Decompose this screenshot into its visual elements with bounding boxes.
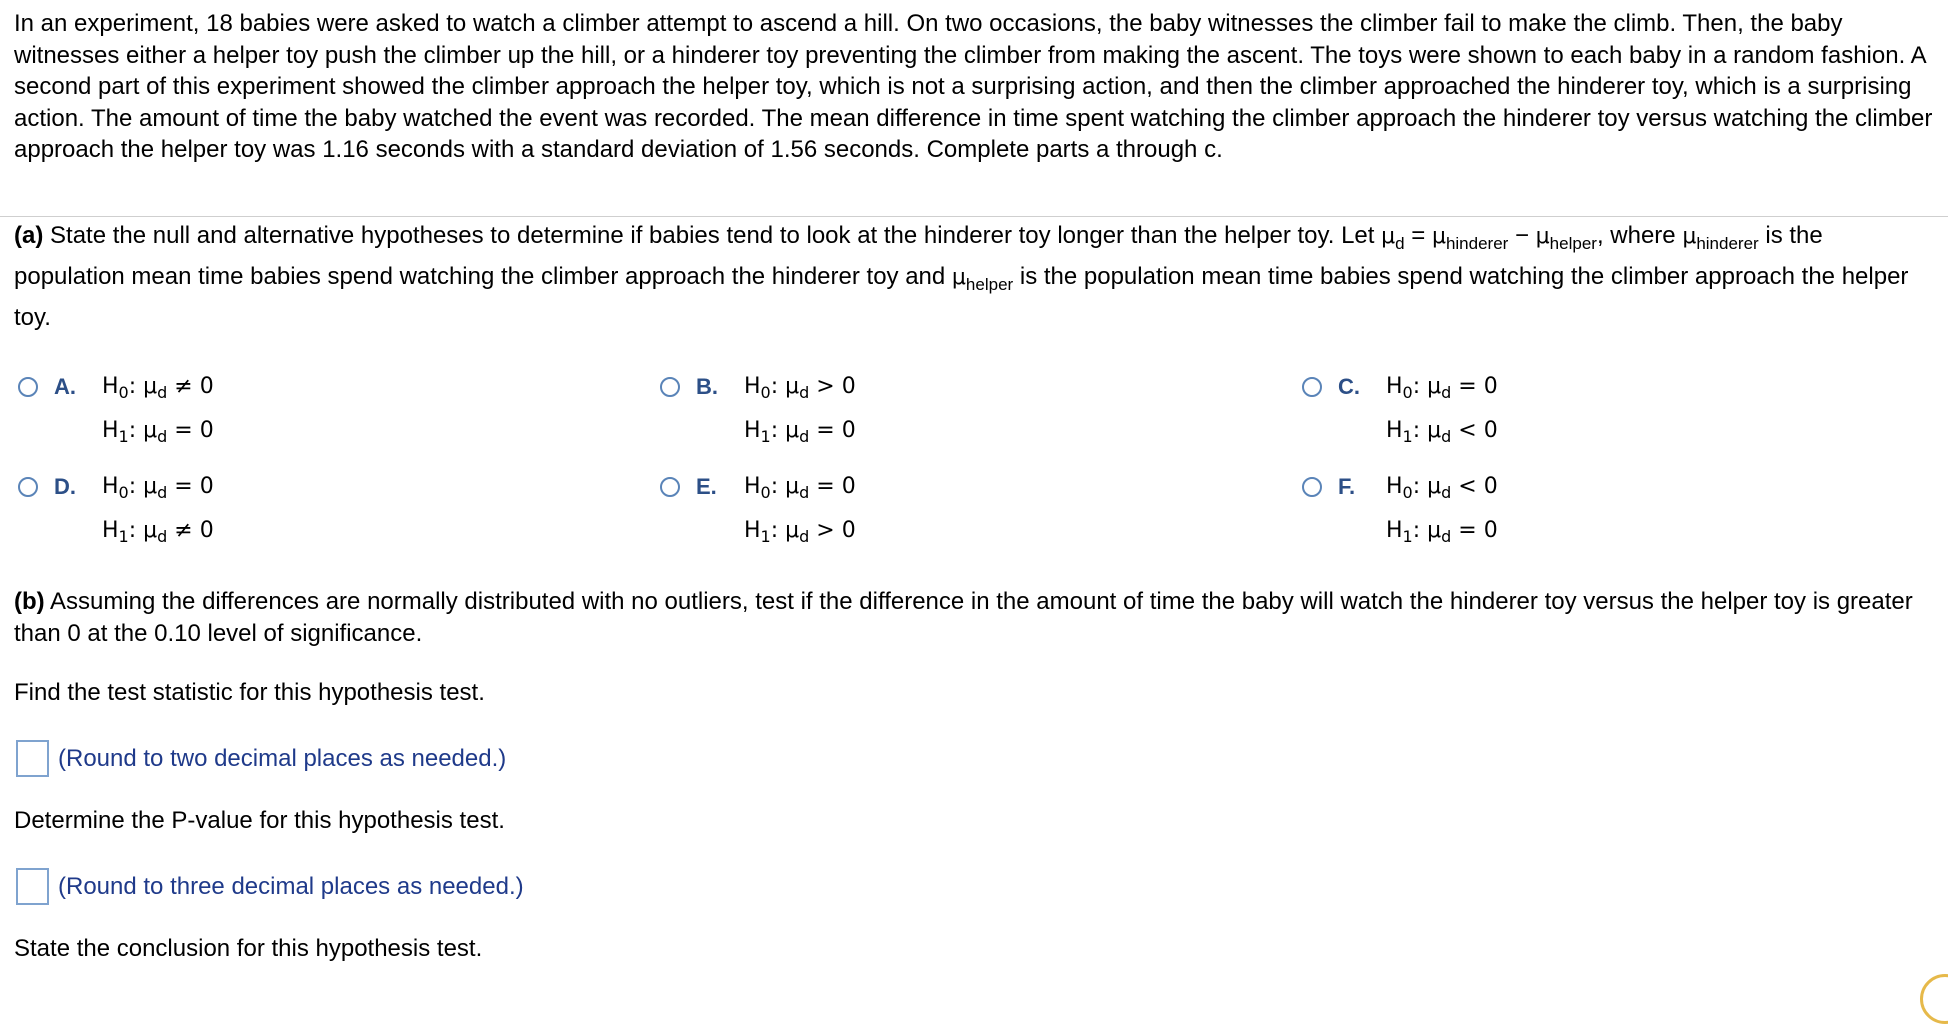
part-b-label: (b) — [14, 588, 45, 615]
p-value-question: Determine the P-value for this hypothesis test. — [14, 807, 505, 834]
null-hypothesis: $H_0$: $\mu_d = 0$ — [744, 474, 856, 502]
radio-button[interactable] — [18, 477, 38, 497]
alternative-hypothesis: $H_1$: $\mu_d < 0$ — [1386, 418, 1498, 446]
radio-button[interactable] — [18, 377, 38, 397]
radio-button[interactable] — [1302, 477, 1322, 497]
part-a-label: (a) — [14, 222, 44, 249]
test-statistic-question: Find the test statistic for this hypothesis test. — [14, 679, 485, 706]
alternative-hypothesis: $H_1$: $\mu_d \ne 0$ — [102, 518, 214, 546]
option-letter: C. — [1338, 374, 1360, 399]
alternative-hypothesis: $H_1$: $\mu_d = 0$ — [102, 418, 214, 446]
alternative-hypothesis: $H_1$: $\mu_d > 0$ — [744, 518, 856, 546]
null-hypothesis: $H_0$: $\mu_d = 0$ — [102, 474, 214, 502]
option-letter: E. — [696, 474, 717, 499]
conclusion-question: State the conclusion for this hypothesis test. — [14, 935, 483, 962]
rounding-hint: (Round to two decimal places as needed.) — [58, 745, 507, 772]
alternative-hypothesis: $H_1$: $\mu_d = 0$ — [1386, 518, 1498, 546]
radio-button[interactable] — [1302, 377, 1322, 397]
radio-button[interactable] — [660, 477, 680, 497]
problem-intro: In an experiment, 18 babies were asked to watch a climber attempt to ascend a hill. On two occasions, the baby witnesses the climber fail to make the climb. Then, the baby witnesses either a helper toy push the climber up the hill, or a hinderer toy preventing the climber from making the ascent. The toys were shown to each baby in a random fashion. A second part of this experiment showed the climber approach the helper toy, which is not a surprising action, and then the climber approached the hinderer toy, which is a surprising action. The amount of time the baby watched the event was recorded. The mean difference in time spent watching the climber approach the hinderer toy versus watching the climber approach the helper toy was 1.16 seconds with a standard deviation of 1.56 seconds. Complete parts a through c. — [14, 10, 1933, 163]
null-hypothesis: $H_0$: $\mu_d \ne 0$ — [102, 374, 214, 402]
alternative-hypothesis: $H_1$: $\mu_d = 0$ — [744, 418, 856, 446]
option-letter: A. — [54, 374, 76, 399]
option-letter: B. — [696, 374, 718, 399]
option-letter: D. — [54, 474, 76, 499]
null-hypothesis: $H_0$: $\mu_d = 0$ — [1386, 374, 1498, 402]
test-statistic-input[interactable] — [16, 740, 49, 777]
help-widget-edge[interactable] — [1920, 974, 1948, 1024]
part-b-prompt: (b) Assuming the differences are normally distributed with no outliers, test if the difference in the amount of time the baby will watch the hinderer toy versus the helper toy is greater than 0 at the 0.10 level of significance. — [14, 588, 1913, 647]
rounding-hint: (Round to three decimal places as needed.) — [58, 873, 524, 900]
radio-button[interactable] — [660, 377, 680, 397]
null-hypothesis: $H_0$: $\mu_d > 0$ — [744, 374, 856, 402]
option-letter: F. — [1338, 474, 1356, 499]
null-hypothesis: $H_0$: $\mu_d < 0$ — [1386, 474, 1498, 502]
p-value-input[interactable] — [16, 868, 49, 905]
part-a-prompt: (a) State the null and alternative hypotheses to determine if babies tend to look at the hinderer toy longer than the helper toy. Let $\mu_d = \mu_{hinderer} - \mu_{helper}$, where $\mu_{hinderer}$ is the population mean time babies spend watching the climber approach the hinderer toy and $\mu_{helper}$ is the population mean time babies spend watching the climber approach the helper toy. — [14, 222, 1909, 331]
